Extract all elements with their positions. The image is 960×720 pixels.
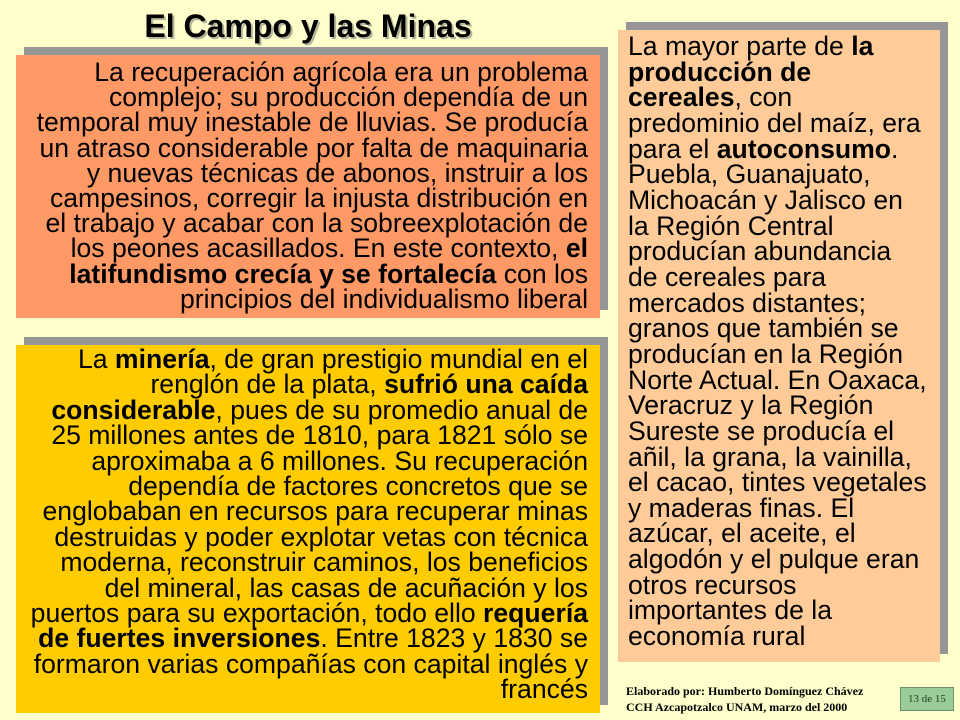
text-segment: y nuevas técnicas de abonos, instruir a los [86,157,588,188]
institution-line: CCH Azcapotzalco UNAM, marzo del 2000 [626,700,848,714]
text-segment: Michoacán y Jalisco en [628,184,903,215]
text-segment: complejo; su producción dependía de un [108,82,588,113]
text-segment: , con [734,82,793,113]
text-segment: mercados distantes; [628,287,866,318]
text-segment: para el [628,133,717,164]
bold-text-segment: latifundismo crecía y se fortalecía [69,258,497,289]
bold-text-segment: de fuertes inversiones [38,623,321,654]
text-segment: con los [496,258,588,289]
text-segment: puertos para su exportación, todo ello [30,598,484,629]
mining-text-box [16,345,600,713]
text-segment: producían abundancia [628,236,892,267]
bold-text-segment: considerable [51,394,216,425]
text-segment: añil, la grana, la vainilla, [628,441,912,472]
text-segment: La recuperación agrícola era un problema [94,57,588,87]
text-segment: un atraso considerable por falta de maquinaria [39,132,588,163]
text-segment: el cacao, tintes vegetales [628,467,927,498]
text-segment: francés [500,674,588,705]
text-segment: y maderas finas. El [628,492,855,523]
bold-text-segment: producción de [628,56,812,87]
text-segment: englobaban en recursos para recuperar minas [42,496,588,527]
page-indicator: 13 de 15 [900,687,954,711]
bold-text-segment: el [565,233,588,264]
text-segment: La mayor parte de [628,31,852,61]
text-segment: importantes de la [628,595,832,626]
text-segment: dependía de factores concretos que se [128,471,588,502]
footer-credits [626,683,896,715]
text-segment: . [891,133,899,164]
bold-text-segment: cereales [628,82,735,113]
text-segment: granos que también se [628,313,899,344]
bold-text-segment: la [851,31,874,61]
text-segment: aproximaba a 6 millones. Su recuperación [91,445,588,476]
text-segment: Veracruz y la Región [628,390,874,421]
text-segment: La [77,344,115,374]
text-segment: el trabajo y acabar con la sobreexplotación de [45,208,588,239]
text-segment: moderna, reconstruir caminos, los beneficios [60,547,588,578]
text-segment: de cereales para [628,261,827,292]
author-line: Elaborado por: Humberto Domínguez Chávez [626,684,864,698]
text-segment: los peones acasillados. En este contexto, [70,233,566,264]
text-segment: campesinos, corregir la injusta distribución en [49,183,588,214]
text-segment: azúcar, el aceite, el [628,518,856,549]
text-segment: la Región Central [628,210,834,241]
text-segment: Puebla, Guanajuato, [628,159,871,190]
agriculture-text-box [16,55,600,318]
text-segment: formaron varias compañías con capital inglés y [33,648,588,679]
slide-title: El Campo y las Minas [144,8,472,44]
text-segment: 25 millones antes de 1810, para 1821 sólo se [51,420,588,451]
bold-text-segment: sufrió una caída [384,369,588,400]
text-line [16,283,588,314]
text-line [16,674,588,705]
text-segment: del mineral, las casas de acuñación y los [104,572,588,603]
text-segment: renglón de la plata, [150,369,385,400]
text-segment: algodón y el pulque eran [628,544,920,575]
text-line [628,621,940,652]
bold-text-segment: minería [114,344,210,374]
text-segment: economía rural [628,621,806,652]
bold-text-segment: requería [483,598,588,629]
text-segment: producían en la Región [628,338,904,369]
bold-text-segment: autoconsumo [716,133,892,164]
text-segment: temporal muy inestable de lluvias. Se producía [36,107,588,138]
text-segment: otros recursos [628,569,797,600]
text-segment: , pues de su promedio anual de [215,394,588,425]
text-segment: destruidas y poder explotar vetas con técnica [54,521,588,552]
text-segment: principios del individualismo liberal [180,283,588,314]
text-segment: , de gran prestigio mundial en el [209,344,588,374]
production-text-box [618,30,940,662]
text-segment: Sureste se producía el [628,415,895,446]
text-segment: predominio del maíz, era [628,107,921,138]
text-segment: . Entre 1823 y 1830 se [320,623,588,654]
text-segment: Norte Actual. En Oaxaca, [628,364,927,395]
